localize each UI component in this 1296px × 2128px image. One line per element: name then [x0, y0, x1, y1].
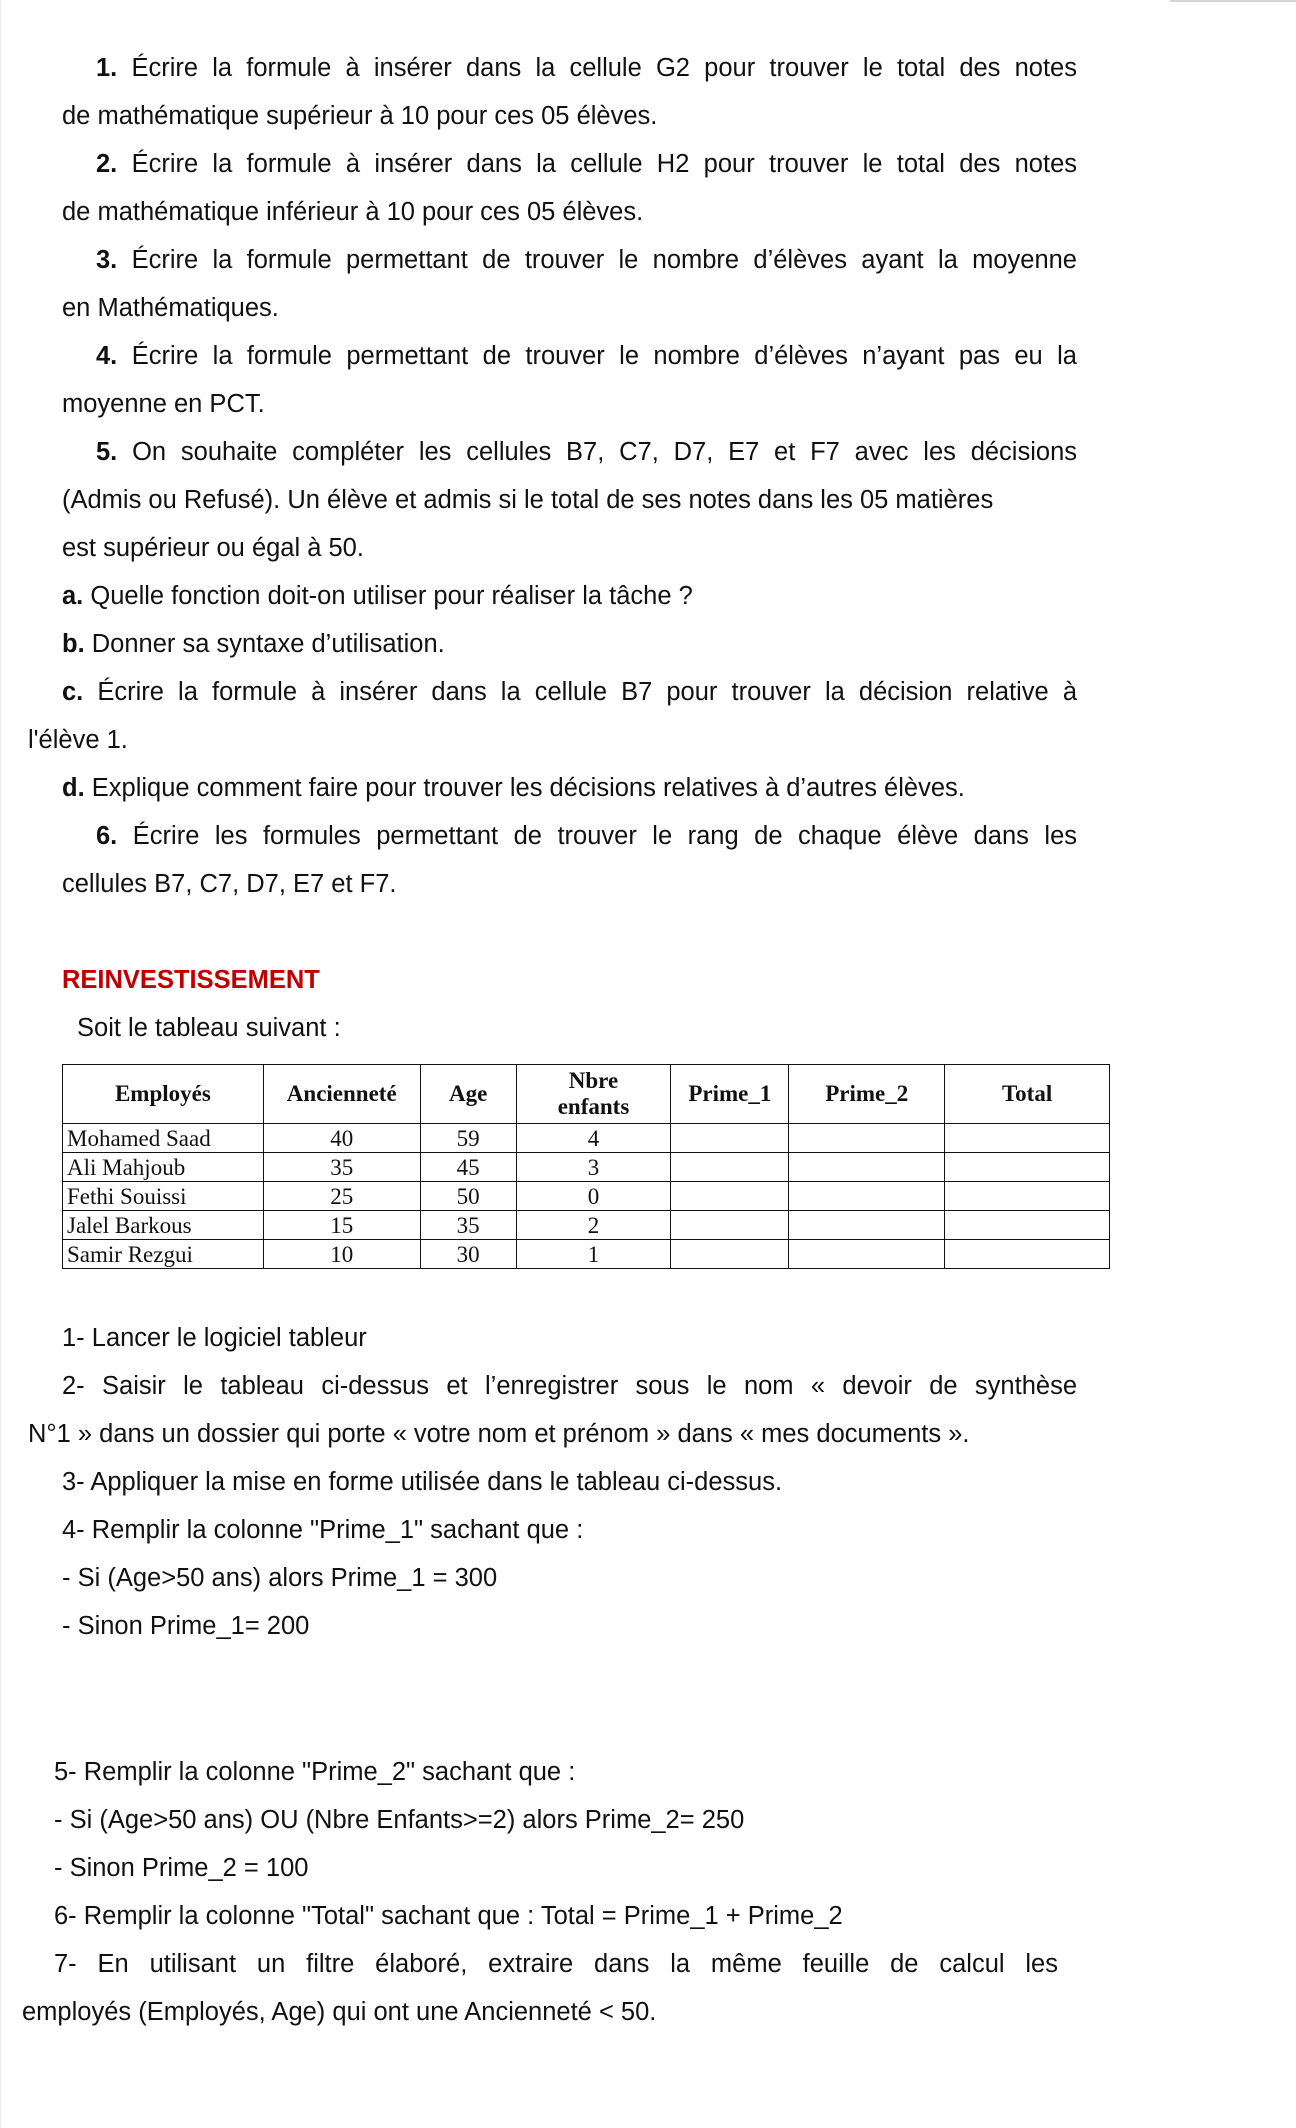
header-prime-1: Prime_1 [671, 1065, 789, 1124]
cell-prime-2 [789, 1153, 945, 1182]
table-row [63, 1182, 1110, 1211]
question-1-line-2: de mathématique supérieur à 10 pour ces 05 élèves. [62, 102, 658, 130]
table-row [63, 1153, 1110, 1182]
cell-age: 35 [420, 1211, 516, 1240]
employees-table [62, 1064, 1110, 1269]
cell-age: 45 [420, 1153, 516, 1182]
cell-prime-2 [789, 1124, 945, 1153]
cell-nbre-enfants: 1 [516, 1240, 671, 1269]
task-1: 1- Lancer le logiciel tableur [62, 1324, 367, 1352]
cell-nbre-enfants: 4 [516, 1124, 671, 1153]
question-4-line-2: moyenne en PCT. [62, 390, 265, 418]
table-row [63, 1211, 1110, 1240]
cell-prime-1 [671, 1182, 789, 1211]
task-2-line-1: 2- Saisir le tableau ci-dessus et l’enregistrer sous le nom « devoir de synthèse [62, 1372, 1077, 1400]
cell-employe: Fethi Souissi [63, 1182, 264, 1211]
cell-prime-1 [671, 1240, 789, 1269]
question-3-line-2: en Mathématiques. [62, 294, 279, 322]
cell-prime-2 [789, 1240, 945, 1269]
question-5a: a. Quelle fonction doit-on utiliser pour réaliser la tâche ? [62, 582, 693, 610]
cell-anciennete: 15 [263, 1211, 420, 1240]
question-5b: b. Donner sa syntaxe d’utilisation. [62, 630, 445, 658]
cell-total [945, 1182, 1110, 1211]
question-5-line-1: 5. On souhaite compléter les cellules B7, C7, D7, E7 et F7 avec les décisions [96, 438, 1077, 466]
cell-age: 50 [420, 1182, 516, 1211]
task-5-condition-if: - Si (Age>50 ans) OU (Nbre Enfants>=2) alors Prime_2= 250 [54, 1806, 745, 1834]
table-intro: Soit le tableau suivant : [77, 1014, 341, 1042]
cell-employe: Jalel Barkous [63, 1211, 264, 1240]
cell-prime-1 [671, 1124, 789, 1153]
question-3-line-1: 3. Écrire la formule permettant de trouver le nombre d’élèves ayant la moyenne [96, 246, 1077, 274]
table-header-row [63, 1065, 1110, 1124]
task-7-line-2: employés (Employés, Age) qui ont une Ancienneté < 50. [22, 1998, 657, 2026]
cell-total [945, 1240, 1110, 1269]
cell-employe: Mohamed Saad [63, 1124, 264, 1153]
question-5c-line-1: c. Écrire la formule à insérer dans la cellule B7 pour trouver la décision relative à [62, 678, 1077, 706]
question-6-line-1: 6. Écrire les formules permettant de trouver le rang de chaque élève dans les [96, 822, 1077, 850]
cell-total [945, 1124, 1110, 1153]
question-5-line-3: est supérieur ou égal à 50. [62, 534, 364, 562]
cell-anciennete: 40 [263, 1124, 420, 1153]
question-4-line-1: 4. Écrire la formule permettant de trouver le nombre d’élèves n’ayant pas eu la [96, 342, 1077, 370]
cell-anciennete: 10 [263, 1240, 420, 1269]
task-5-condition-else: - Sinon Prime_2 = 100 [54, 1854, 309, 1882]
table-row [63, 1240, 1110, 1269]
task-2-line-2: N°1 » dans un dossier qui porte « votre nom et prénom » dans « mes documents ». [28, 1420, 970, 1448]
task-4-condition-else: - Sinon Prime_1= 200 [62, 1612, 310, 1640]
header-total: Total [945, 1065, 1110, 1124]
task-7-line-1: 7- En utilisant un filtre élaboré, extraire dans la même feuille de calcul les [54, 1950, 1058, 1978]
question-2-line-2: de mathématique inférieur à 10 pour ces 05 élèves. [62, 198, 644, 226]
cell-nbre-enfants: 3 [516, 1153, 671, 1182]
question-5-line-2: (Admis ou Refusé). Un élève et admis si le total de ses notes dans les 05 matières [62, 486, 994, 514]
cell-prime-1 [671, 1211, 789, 1240]
question-6-line-2: cellules B7, C7, D7, E7 et F7. [62, 870, 397, 898]
header-anciennete: Ancienneté [263, 1065, 420, 1124]
task-4: 4- Remplir la colonne "Prime_1" sachant que : [62, 1516, 584, 1544]
section-heading: REINVESTISSEMENT [62, 966, 320, 994]
cell-age: 30 [420, 1240, 516, 1269]
cell-age: 59 [420, 1124, 516, 1153]
task-3: 3- Appliquer la mise en forme utilisée dans le tableau ci-dessus. [62, 1468, 783, 1496]
cell-nbre-enfants: 0 [516, 1182, 671, 1211]
header-age: Age [420, 1065, 516, 1124]
task-6: 6- Remplir la colonne "Total" sachant que : Total = Prime_1 + Prime_2 [54, 1902, 843, 1930]
cell-employe: Ali Mahjoub [63, 1153, 264, 1182]
task-4-condition-if: - Si (Age>50 ans) alors Prime_1 = 300 [62, 1564, 498, 1592]
task-5: 5- Remplir la colonne "Prime_2" sachant que : [54, 1758, 576, 1786]
cell-prime-2 [789, 1211, 945, 1240]
cell-nbre-enfants: 2 [516, 1211, 671, 1240]
cell-total [945, 1211, 1110, 1240]
cell-anciennete: 25 [263, 1182, 420, 1211]
cell-prime-1 [671, 1153, 789, 1182]
header-nbre-enfants: Nbre enfants [516, 1065, 671, 1124]
question-2-line-1: 2. Écrire la formule à insérer dans la cellule H2 pour trouver le total des notes [96, 150, 1077, 178]
question-5c-line-2: l'élève 1. [28, 726, 128, 754]
question-1-line-1: 1. Écrire la formule à insérer dans la cellule G2 pour trouver le total des notes [96, 54, 1077, 82]
cell-prime-2 [789, 1182, 945, 1211]
header-employes: Employés [63, 1065, 264, 1124]
header-prime-2: Prime_2 [789, 1065, 945, 1124]
top-border-line [1170, 0, 1296, 2]
table-row [63, 1124, 1110, 1153]
cell-employe: Samir Rezgui [63, 1240, 264, 1269]
cell-total [945, 1153, 1110, 1182]
cell-anciennete: 35 [263, 1153, 420, 1182]
left-border-line [0, 0, 1, 2128]
question-5d: d. Explique comment faire pour trouver les décisions relatives à d’autres élèves. [62, 774, 965, 802]
